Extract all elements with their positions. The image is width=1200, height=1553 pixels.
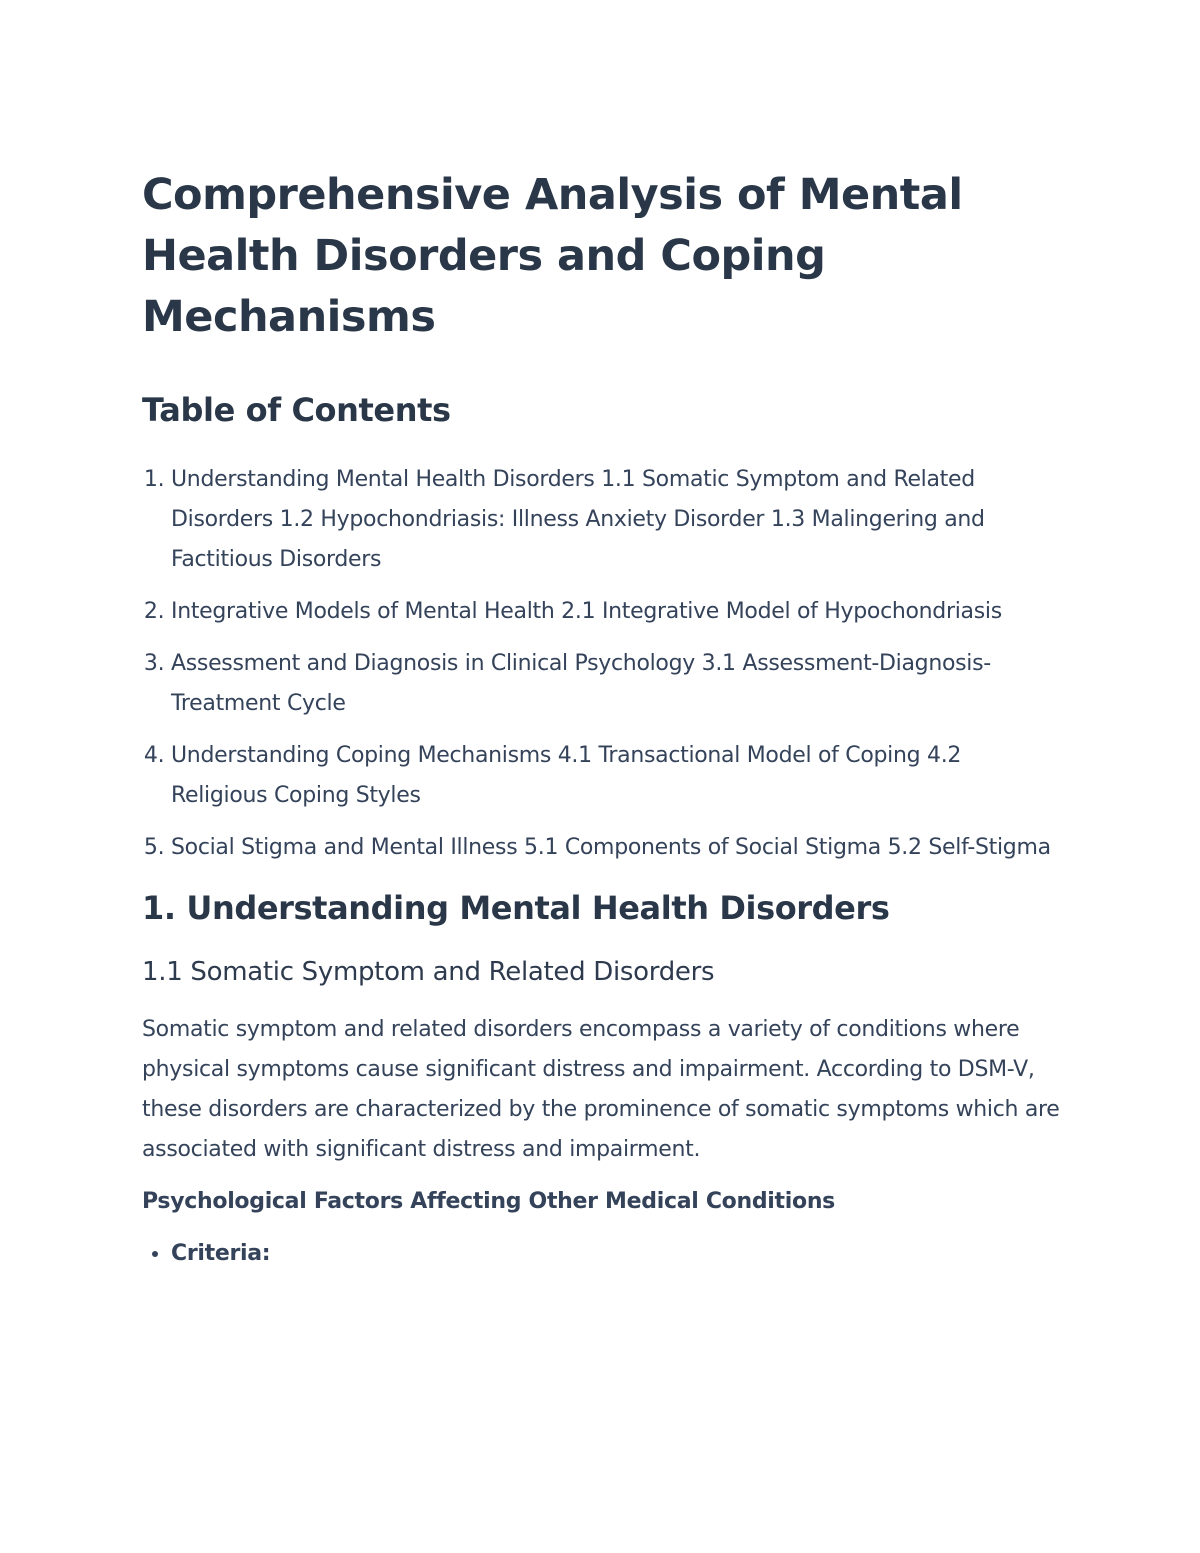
toc-list xyxy=(142,460,1062,868)
document-title: Comprehensive Analysis of Mental Health Disorders and Coping Mechanisms xyxy=(142,170,963,342)
body-paragraph: Somatic symptom and related disorders encompass a variety of conditions where physical symptoms cause significant distress and impairment. According to DSM-V, these disorders are characterized by the prominence of somatic symptoms which are associated with significant distress and impairment. xyxy=(142,1017,1060,1162)
toc-item: 5. Social Stigma and Mental Illness 5.1 Components of Social Stigma 5.2 Self-Stigma xyxy=(171,828,1062,868)
document-page xyxy=(142,165,1062,1274)
toc-item: 3. Assessment and Diagnosis in Clinical Psychology 3.1 Assessment-Diagnosis-Treatment Cycle xyxy=(171,644,1062,724)
toc-heading: Table of Contents xyxy=(142,391,451,429)
section-heading: 1. Understanding Mental Health Disorders xyxy=(142,889,890,927)
toc-item: 2. Integrative Models of Mental Health 2.1 Integrative Model of Hypochondriasis xyxy=(171,592,1062,632)
list-item: • Criteria: xyxy=(171,1234,1062,1274)
toc-item: 1. Understanding Mental Health Disorders 1.1 Somatic Symptom and Related Disorders 1.2 Hypochondriasis: Illness Anxiety Disorder 1.3 Malingering and Factitious Disorders xyxy=(171,460,1062,580)
toc-item: 4. Understanding Coping Mechanisms 4.1 Transactional Model of Coping 4.2 Religious Coping Styles xyxy=(171,736,1062,816)
minor-heading: Psychological Factors Affecting Other Medical Conditions xyxy=(142,1189,835,1214)
criteria-list xyxy=(142,1234,1062,1274)
subsection-heading: 1.1 Somatic Symptom and Related Disorders xyxy=(142,957,715,987)
